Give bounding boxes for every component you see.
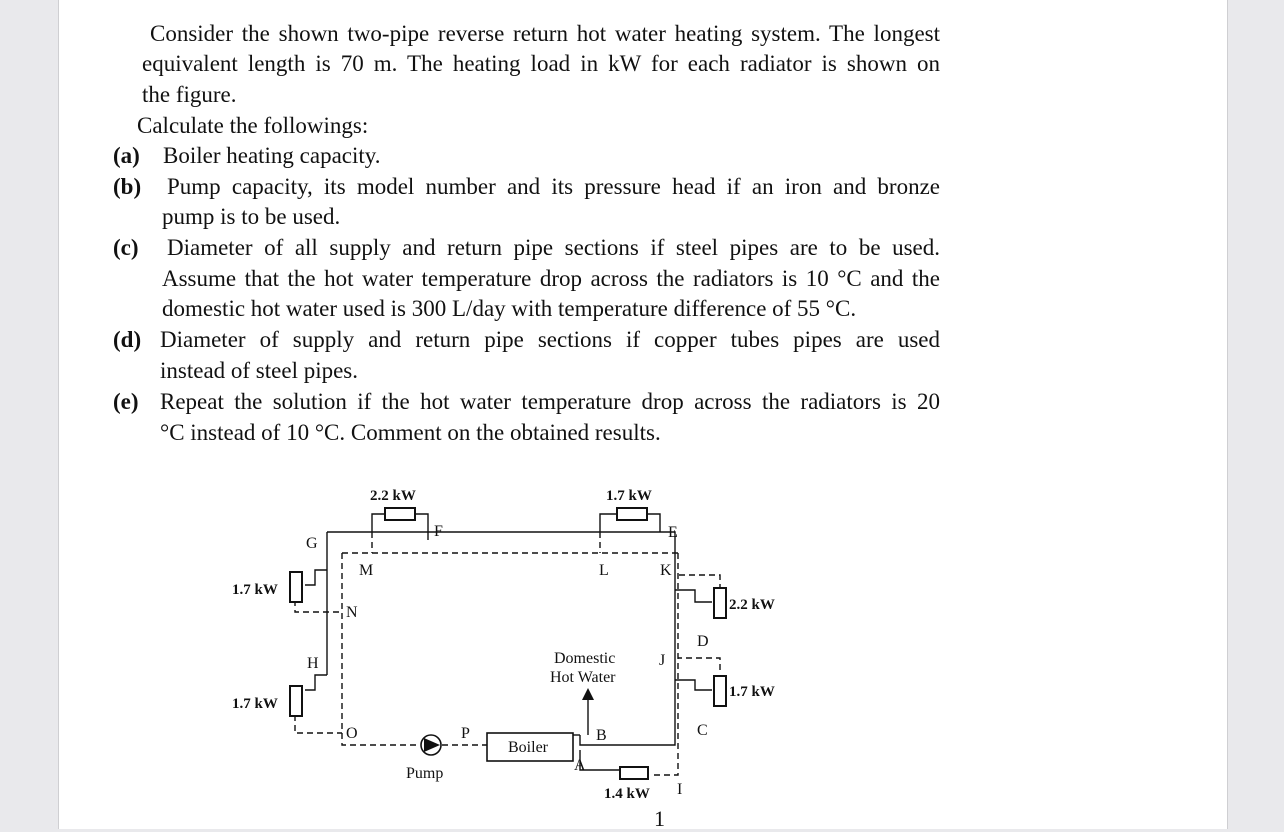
- question-c-label: (c): [113, 235, 139, 260]
- tap-top-right-out: [647, 514, 660, 532]
- intro-line-1: Consider the shown two-pipe reverse return hot water heating system. The longest: [150, 21, 940, 46]
- dhw-label-line-2: Hot Water: [550, 669, 616, 686]
- instruction-line: Calculate the followings:: [137, 113, 369, 138]
- return-left-lower: [295, 715, 342, 733]
- node-l: L: [599, 562, 609, 579]
- pump-label: Pump: [406, 765, 444, 782]
- intro-line-2: equivalent length is 70 m. The heating load in kW for each radiator is shown on: [142, 51, 940, 76]
- load-label-right-lower: 1.7 kW: [729, 684, 775, 700]
- radiator-left-lower: [290, 686, 302, 716]
- tap-top-right: [600, 514, 617, 532]
- radiator-left-upper: [290, 572, 302, 602]
- question-a-label: (a): [113, 143, 140, 168]
- node-e: E: [668, 524, 678, 541]
- node-o: O: [346, 725, 358, 742]
- node-h: H: [307, 655, 319, 672]
- radiator-bottom: [620, 767, 648, 779]
- boiler-label: Boiler: [508, 739, 548, 756]
- load-label-right-upper: 2.2 kW: [729, 597, 775, 613]
- load-label-top-left: 2.2 kW: [370, 488, 416, 504]
- load-label-top-right: 1.7 kW: [606, 488, 652, 504]
- supply-pipe-top: [327, 532, 675, 565]
- question-d-line-2: instead of steel pipes.: [160, 358, 359, 383]
- question-b-line-2: pump is to be used.: [162, 204, 341, 229]
- question-e-label: (e): [113, 389, 139, 414]
- tap-left-upper: [305, 570, 327, 585]
- dhw-label-line-1: Domestic: [554, 650, 616, 667]
- question-c-line-3: domestic hot water used is 300 L/day with temperature difference of 55 °C.: [162, 296, 857, 321]
- dhw-branch: [580, 750, 620, 770]
- question-a-text: Boiler heating capacity.: [163, 143, 381, 168]
- node-i: I: [677, 781, 683, 798]
- return-pipe-left: [342, 553, 420, 745]
- node-f: F: [434, 523, 443, 540]
- radiator-top-right: [617, 508, 647, 520]
- tap-right-upper: [675, 590, 712, 602]
- tap-top-left-out: [415, 514, 428, 540]
- node-g: G: [306, 535, 318, 552]
- question-c-line-1: Diameter of all supply and return pipe sections if steel pipes are to be used.: [167, 235, 940, 260]
- question-b-line-1: Pump capacity, its model number and its pressure head if an iron and bronze: [167, 174, 940, 199]
- node-j: J: [659, 652, 666, 669]
- radiator-top-left: [385, 508, 415, 520]
- node-m: M: [359, 562, 374, 579]
- dhw-arrow-icon: [582, 688, 594, 700]
- node-c: C: [697, 722, 708, 739]
- node-d: D: [697, 633, 709, 650]
- tap-right-lower: [675, 680, 712, 690]
- load-label-left-upper: 1.7 kW: [232, 582, 278, 598]
- node-n: N: [346, 604, 358, 621]
- question-e-line-2: °C instead of 10 °C. Comment on the obtained results.: [160, 420, 661, 445]
- node-a: A: [574, 757, 586, 774]
- load-label-left-lower: 1.7 kW: [232, 696, 278, 712]
- radiator-right-lower: [714, 676, 726, 706]
- node-k: K: [660, 562, 672, 579]
- load-label-bottom: 1.4 kW: [604, 786, 650, 802]
- tap-left-lower: [305, 675, 327, 690]
- question-e-line-1: Repeat the solution if the hot water temperature drop across the radiators is 20: [160, 389, 940, 414]
- radiator-right-upper: [714, 588, 726, 618]
- return-right-lower: [678, 658, 720, 670]
- node-p: P: [461, 725, 470, 742]
- tap-top-left: [372, 514, 385, 532]
- node-b: B: [596, 727, 607, 744]
- question-d-label: (d): [113, 327, 142, 352]
- page-number: 1: [654, 806, 665, 831]
- question-d-line-1: Diameter of supply and return pipe sections if copper tubes pipes are used: [160, 327, 940, 352]
- question-b-label: (b): [113, 174, 142, 199]
- question-c-line-2: Assume that the hot water temperature drop across the radiators is 10 °C and the: [162, 266, 940, 291]
- intro-line-3: the figure.: [142, 82, 237, 107]
